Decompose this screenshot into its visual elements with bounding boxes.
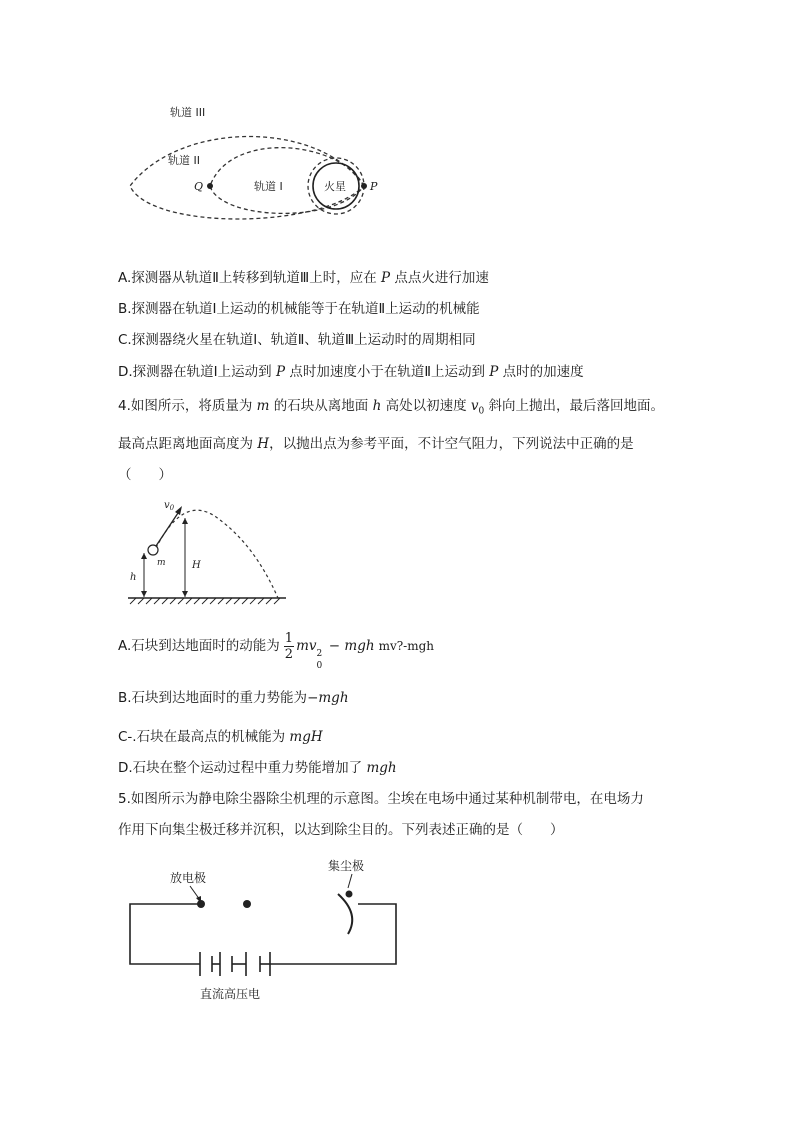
H-label: H [192, 560, 201, 571]
q4-option-b: B.石块到达地面时的重力势能为−mgh [118, 690, 349, 706]
point-q-label: Q [194, 180, 204, 193]
q3-option-a: A.探测器从轨道Ⅱ上转移到轨道Ⅲ上时，应在 P 点点火进行加速 [118, 270, 489, 286]
q3-option-d: D.探测器在轨道Ⅰ上运动到 P 点时加速度小于在轨道Ⅱ上运动到 P 点时的加速度 [118, 364, 584, 380]
q3-option-c: C.探测器绕火星在轨道Ⅰ、轨道Ⅱ、轨道Ⅲ上运动时的周期相同 [118, 332, 476, 348]
point-q-dot [207, 183, 213, 189]
dust-particle [243, 900, 251, 908]
orbit3-label: 轨道 III [170, 106, 206, 119]
v0-label: $v_0$ [164, 500, 175, 512]
orbit-diagram [120, 100, 390, 230]
fraction-one-half: $\frac{1}{2}$ [284, 630, 294, 662]
point-p-dot [361, 183, 367, 189]
collector-pointer [348, 874, 352, 888]
discharge-electrode-label: 放电极 [170, 871, 207, 885]
projectile-diagram [120, 496, 290, 606]
precipitator-diagram [120, 852, 410, 1007]
orbit2-label: 轨道 II [168, 154, 200, 167]
q4-option-d: D.石块在整个运动过程中重力势能增加了 mgh [118, 760, 397, 776]
mars-label: 火星 [324, 180, 346, 193]
q4-option-c: C-.石块在最高点的机械能为 mgH [118, 729, 323, 745]
circuit-wire [130, 904, 396, 964]
trajectory [156, 510, 278, 598]
battery [200, 952, 270, 976]
velocity-arrow [156, 510, 180, 546]
q4-stem-line3: （ ） [118, 467, 172, 483]
mass-label: m [157, 558, 166, 568]
q5-stem-line1: 5.如图所示为静电除尘器除尘机理的示意图。尘埃在电场中通过某种机制带电，在电场力 [118, 791, 644, 807]
H-arrow-top [182, 518, 188, 524]
stone [148, 545, 158, 555]
velocity-arrowhead [175, 506, 182, 515]
discharge-electrode [197, 900, 205, 908]
h-label: h [130, 572, 137, 583]
H-arrow-bottom [182, 591, 188, 597]
q3-option-b: B.探测器在轨道Ⅰ上运动的机械能等于在轨道Ⅱ上运动的机械能 [118, 301, 480, 317]
q5-stem-line2: 作用下向集尘极迁移并沉积，以达到除尘目的。下列表述正确的是（ ） [118, 822, 564, 838]
q4-stem-line1: 4.如图所示，将质量为 m 的石块从离地面 h 高处以初速度 $v_0$ 斜向上抛出，最后落回地面。 [118, 398, 665, 417]
power-supply-label: 直流高压电 [200, 987, 261, 1001]
h-arrow-bottom [141, 591, 147, 597]
ground-hatch [130, 598, 280, 604]
collector-dot [346, 891, 353, 898]
collector-plate [338, 894, 352, 934]
h-arrow-top [141, 553, 147, 559]
collector-label: 集尘极 [328, 859, 365, 873]
q4-option-a: A.石块到达地面时的动能为 $\frac{1}{2}$ mv 2 0 − mgh mv?-mgh [118, 630, 434, 671]
orbit1-label: 轨道 I [254, 180, 283, 193]
q4-stem-line2: 最高点距离地面高度为 H，以抛出点为参考平面，不计空气阻力，下列说法中正确的是 [118, 436, 634, 452]
point-p-label: P [370, 180, 378, 193]
